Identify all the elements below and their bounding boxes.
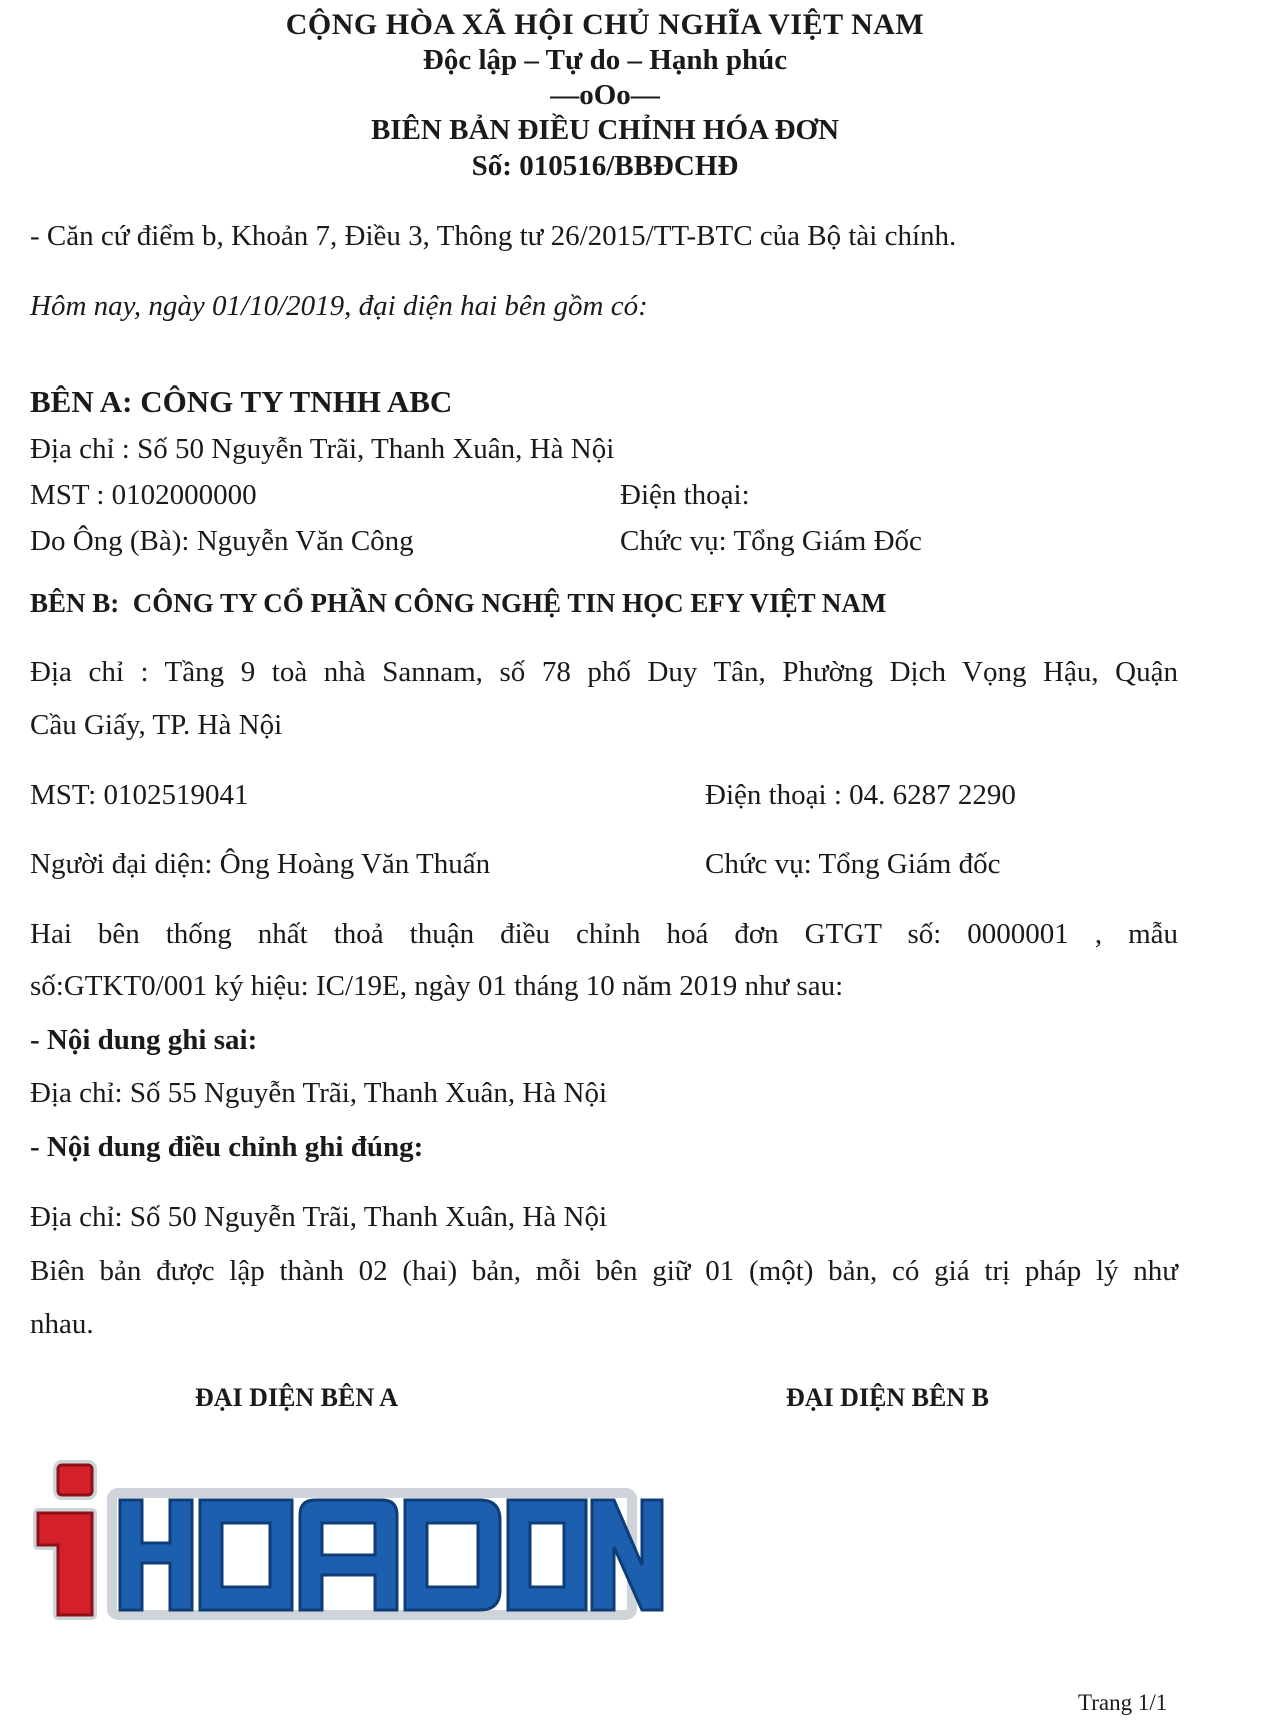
party-b-tax-code: MST: 0102519041	[30, 779, 249, 811]
logo-letter-o2	[508, 1500, 586, 1610]
wrong-content: Địa chỉ: Số 55 Nguyễn Trãi, Thanh Xuân, Hà Nội	[30, 1077, 607, 1109]
correct-content: Địa chỉ: Số 50 Nguyễn Trãi, Thanh Xuân, Hà Nội	[30, 1201, 607, 1233]
closing-line2: nhau.	[30, 1308, 94, 1340]
agreement-line2: số:GTKT0/001 ký hiệu: IC/19E, ngày 01 tháng 10 năm 2019 như sau:	[30, 970, 844, 1002]
correct-content-heading: - Nội dung điều chỉnh ghi đúng:	[30, 1131, 424, 1163]
closing-line1: Biên bản được lập thành 02 (hai) bản, mỗi bên giữ 01 (một) bản, có giá trị pháp lý như	[30, 1255, 1178, 1287]
party-a-tax-code: MST : 0102000000	[30, 479, 257, 511]
logo-i-stem	[38, 1513, 92, 1615]
party-a-position: Chức vụ: Tổng Giám Đốc	[620, 525, 922, 557]
party-a-phone: Điện thoại:	[620, 479, 750, 511]
legal-basis: - Căn cứ điểm b, Khoản 7, Điều 3, Thông tư 26/2015/TT-BTC của Bộ tài chính.	[30, 220, 957, 252]
logo-letter-a	[300, 1500, 397, 1610]
agreement-line1: Hai bên thống nhất thoả thuận điều chỉnh hoá đơn GTGT số: 0000001 , mẫu	[30, 918, 1178, 950]
party-b-position: Chức vụ: Tổng Giám đốc	[705, 848, 1001, 880]
party-b-representative: Người đại diện: Ông Hoàng Văn Thuấn	[30, 848, 491, 880]
logo-letter-o1	[200, 1500, 292, 1610]
document-title: BIÊN BẢN ĐIỀU CHỈNH HÓA ĐƠN	[370, 114, 840, 146]
party-b-address-line2: Cầu Giấy, TP. Hà Nội	[30, 709, 283, 741]
signature-b-label: ĐẠI DIỆN BÊN B	[786, 1383, 989, 1412]
party-b-heading	[30, 588, 886, 619]
logo-i-dot	[58, 1465, 92, 1495]
intro-line: Hôm nay, ngày 01/10/2019, đại diện hai bên gồm có:	[30, 290, 648, 322]
country-title: CỘNG HÒA XÃ HỘI CHỦ NGHĨA VIỆT NAM	[285, 8, 925, 41]
party-a-representative: Do Ông (Bà): Nguyễn Văn Công	[30, 525, 414, 557]
party-b-phone: Điện thoại : 04. 6287 2290	[705, 779, 1016, 811]
logo-letter-h	[120, 1500, 192, 1610]
party-a-address: Địa chỉ : Số 50 Nguyễn Trãi, Thanh Xuân, Hà Nội	[30, 433, 615, 465]
party-a-heading	[30, 384, 452, 420]
wrong-content-heading: - Nội dung ghi sai:	[30, 1024, 258, 1056]
party-a-name: CÔNG TY TNHH ABC	[140, 384, 453, 419]
logo-letter-d	[405, 1500, 500, 1610]
motto: Độc lập – Tự do – Hạnh phúc	[422, 44, 788, 76]
party-a-label: BÊN A:	[30, 384, 133, 419]
signature-a-label: ĐẠI DIỆN BÊN A	[195, 1383, 398, 1412]
party-b-label: BÊN B:	[30, 588, 120, 618]
divider: —oOo—	[550, 79, 660, 111]
document-number: Số: 010516/BBĐCHĐ	[471, 150, 739, 182]
ihoadon-logo	[30, 1455, 670, 1635]
party-b-address-line1: Địa chỉ : Tầng 9 toà nhà Sannam, số 78 phố Duy Tân, Phường Dịch Vọng Hậu, Quận	[30, 656, 1178, 688]
party-b-name: CÔNG TY CỔ PHẦN CÔNG NGHỆ TIN HỌC EFY VIỆT NAM	[132, 588, 887, 618]
page-number: Trang 1/1	[1078, 1690, 1168, 1715]
